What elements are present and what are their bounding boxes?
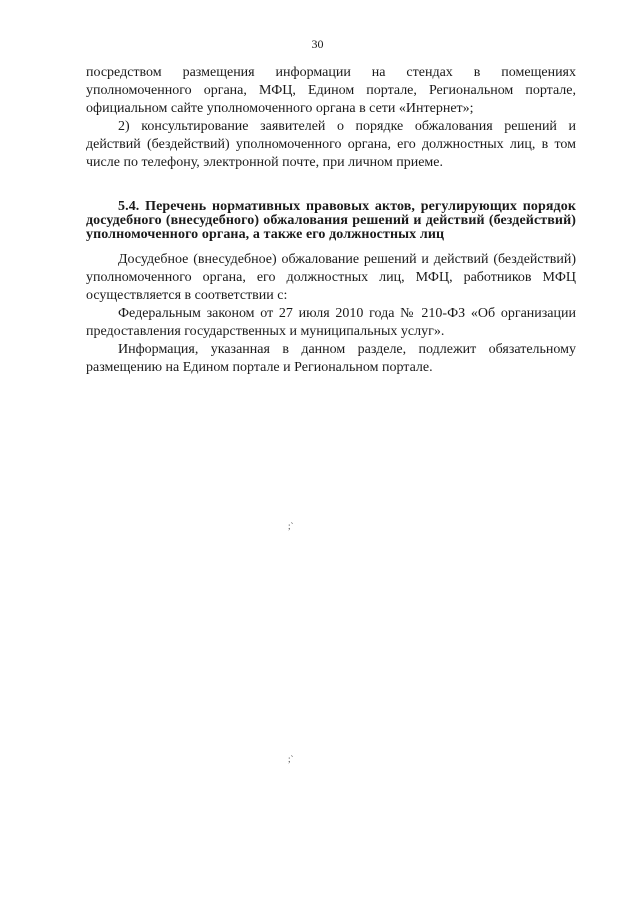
paragraph-info-placement: посредством размещения информации на стендах в помещениях уполномоченного органа, МФЦ, Едином портале, Региональном портале, официальном сайте уполномоченного органа в сети «Интернет»; [86,65,576,116]
paragraph-publication: Информация, указанная в данном разделе, подлежит обязательному размещению на Едином портале и Региональном портале. [86,342,576,375]
document-body [86,64,576,377]
page-number: 30 [311,37,324,51]
paragraph-appeal-basis: Досудебное (внесудебное) обжалование решений и действий (бездействий) уполномоченного органа, его должностных лиц, МФЦ, работников МФЦ осуществляется в соответствии с: [86,252,576,303]
scan-speck: ;ˋ [288,754,294,764]
paragraph-federal-law: Федеральным законом от 27 июля 2010 года № 210-ФЗ «Об организации предоставления государственных и муниципальных услуг». [86,306,576,339]
paragraph-consultation: 2) консультирование заявителей о порядке обжалования решений и действий (бездействий) уполномоченного органа, его должностных лиц, в том числе по телефону, электронной почте, при личном приеме. [86,119,576,170]
section-title: 5.4. Перечень нормативных правовых актов, регулирующих порядок досудебного (внесудебного) обжалования решений и действий (бездействий) уполномоченного органа, а также его должностных лиц [86,199,576,242]
scan-speck: ;ˋ [288,521,294,531]
